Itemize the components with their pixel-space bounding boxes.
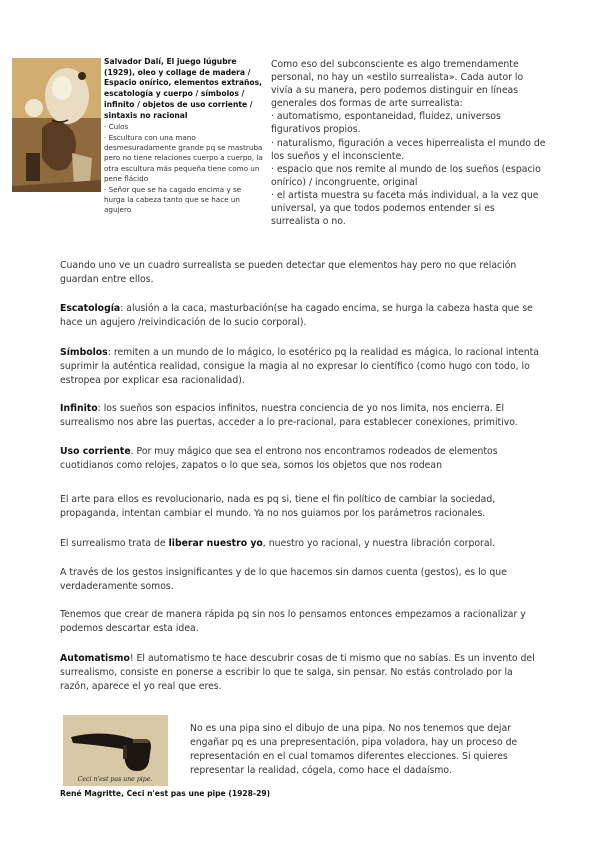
- magritte-description: [190, 722, 540, 778]
- paragraph-arte: [60, 493, 542, 521]
- magritte-caption: René Magritte, Ceci n'est pas une pipe (1928-29): [60, 789, 271, 798]
- term-infinito: Infinito: [60, 403, 98, 414]
- dali-painting-illustration: [12, 58, 101, 192]
- forms-item: · espacio que nos remite al mundo de los sueños (espacio onírico) / incongruente, original: [271, 163, 541, 188]
- paragraph-text: Cuando uno ve un cuadro surrealista se pueden detectar que elementos hay pero no que relación guardan entre ellos.: [60, 260, 517, 285]
- paragraph-text: Tenemos que crear de manera rápida pq sin nos lo pensamos entonces empezamos a racionalizar y podemos descartar esta idea.: [60, 609, 526, 634]
- term-liberar-nuestro-yo: liberar nuestro yo: [168, 538, 263, 549]
- paragraph-elements: [60, 259, 542, 287]
- dali-notes: [104, 122, 264, 216]
- automatismo-text: ! El automatismo te hace descubrir cosas de ti mismo que no sabías. Es un invento del surrealismo, consiste en ponerse a escribir lo que te salga, sin pensar. No estás controlado por la razón, aparece el yo real que eres.: [60, 653, 535, 692]
- paragraph-gestos: [60, 566, 542, 594]
- liberar-post: , nuestro yo racional, y nuestra libración corporal.: [262, 538, 496, 549]
- paragraph-infinito: [60, 402, 542, 430]
- escatologia-text: : alusión a la caca, masturbación(se ha cagado encima, se hurga la cabeza hasta que se hace un agujero /reivindicación de lo sucio corporal).: [60, 303, 533, 328]
- dali-note: · Señor que se ha cagado encima y se hurga la cabeza tanto que se hace un agujero: [104, 184, 242, 215]
- forms-item: · automatismo, espontaneidad, fluidez, universos figurativos propios.: [271, 111, 501, 136]
- paragraph-tenemos: [60, 608, 542, 636]
- paragraph-escatologia: [60, 302, 542, 330]
- forms-item: · el artista muestra su faceta más individual, a la vez que universal, ya que todos podemos entender si es surrealista o no.: [271, 189, 539, 228]
- pipe-painting-text: Ceci n'est pas une pipe.: [77, 776, 153, 783]
- term-uso-corriente: Uso corriente: [60, 446, 131, 457]
- paragraph-automatismo: [60, 652, 542, 694]
- liberar-pre: El surrealismo trata de: [60, 538, 169, 549]
- paragraph-liberar: [60, 537, 542, 551]
- paragraph-text: A través de los gestos insignificantes y de lo que hacemos sin damos cuenta (gestos), es lo que verdaderamente somos.: [60, 567, 507, 592]
- infinito-text: : los sueños son espacios infinitos, nuestra conciencia de yo nos limita, nos encierra. El surrealismo nos abre las puertas, acceder a lo pre-racional, para establecer conexiones, primitivo.: [60, 403, 518, 428]
- term-escatologia: Escatología: [60, 303, 121, 314]
- paragraph-simbolos: [60, 346, 542, 388]
- dali-caption: [104, 57, 264, 216]
- pipe-illustration: [63, 715, 168, 786]
- magritte-painting-image: [63, 715, 168, 786]
- surrealism-forms-column: [271, 58, 546, 228]
- term-automatismo: Automatismo: [60, 653, 130, 664]
- paragraph-text: El arte para ellos es revolucionario, nada es pq si, tiene el fin político de cambiar la sociedad, propaganda, intentan cambiar el mundo. Ya no nos guiamos por los parámetros racionales.: [60, 494, 496, 519]
- dali-note: · Culos: [104, 122, 129, 132]
- dali-painting-image: [12, 58, 101, 192]
- paragraph-uso-corriente: [60, 445, 542, 473]
- forms-item: · naturalismo, figuración a veces hiperrealista el mundo de los sueños y el inconsciente.: [271, 137, 546, 162]
- forms-intro: Como eso del subconsciente es algo tremendamente personal, no hay un «estilo surrealista». Cada autor lo vivía a su manera, pero podemos distinguir en líneas generales dos formas de arte surrealista:: [271, 59, 524, 110]
- term-simbolos: Símbolos: [60, 347, 108, 358]
- magritte-description-text: No es una pipa sino el dibujo de una pipa. No nos tenemos que dejar engañar pq es una prepresentación, pipa voladora, hay un proceso de representación en el cual tomamos diferentes elecciones. Si quieres representar la realidad, cógela, como hace el dadaísmo.: [190, 723, 518, 776]
- dali-note: · Escultura con una mano desmesuradamente grande pq se mastruba pero no tiene relaciones cuerpo a cuerpo, la otra escultura más pequeña tiene como un pene flácido: [104, 132, 263, 184]
- dali-caption-title: Salvador Dalí, El juego lúgubre (1929), oleo y collage de madera / Espacio onírico, elementos extraños, escatología y cuerpo / símbolos / infinito / objetos de uso corriente / sintaxis no racional: [104, 57, 263, 120]
- simbolos-text: : remiten a un mundo de lo mágico, lo esotérico pq la realidad es mágica, lo racional intenta suprimir la auténtica realidad, consigue la magia al no expresar lo científico (como hugo con todo, lo estropea por explicar esa racionalidad).: [60, 347, 539, 386]
- uso-corriente-text: . Por muy mágico que sea el entrono nos encontramos rodeados de elementos cuotidianos como relojes, zapatos o lo que sea, somos los objetos que nos rodean: [60, 446, 498, 471]
